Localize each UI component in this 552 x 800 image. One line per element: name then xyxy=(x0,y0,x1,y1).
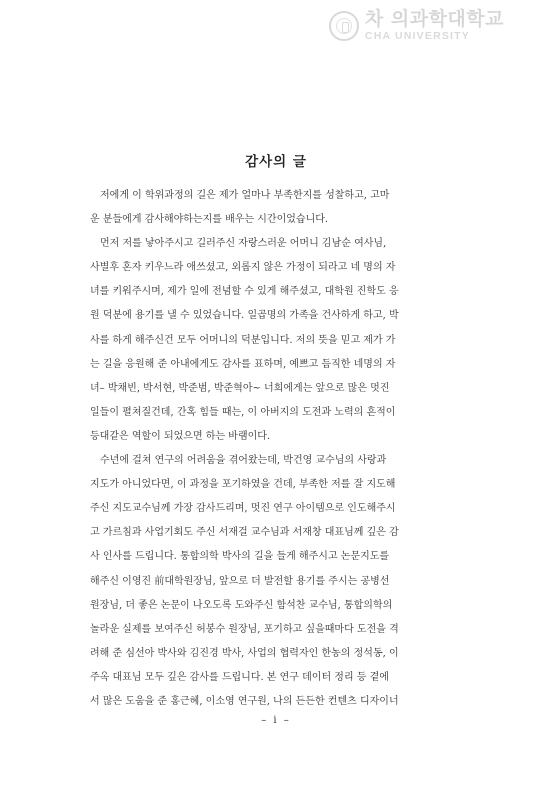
body-line: 지도가 아니었다면, 이 과정을 포기하였을 건데, 부족한 저를 잘 지도해 xyxy=(90,479,396,491)
body-line: 주옥 대표님 모두 깊은 감사를 드립니다. 본 연구 데이터 정리 등 곁에 xyxy=(90,671,389,683)
body-line: 원 덕분에 용기를 낼 수 있었습니다. 일곱명의 가족을 건사하게 하고, 박 xyxy=(90,310,399,322)
body-line: 사를 하게 해주신건 모두 어머니의 덕분입니다. 저의 뜻을 믿고 제가 가 xyxy=(90,334,396,346)
body-line: 는 길을 응원해 준 아내에게도 감사를 표하며, 예쁘고 듬직한 네명의 자 xyxy=(90,358,396,370)
watermark-english: CHA UNIVERSITY xyxy=(364,30,470,42)
page-title: 감사의 글 xyxy=(245,154,307,170)
body-line: 일들이 펼쳐질건데, 간혹 힘들 때는, 이 아버지의 도전과 노력의 흔적이 xyxy=(90,406,396,418)
body-line: 운 분들에게 감사해야하는지를 배우는 시간이었습니다. xyxy=(90,214,329,226)
university-watermark xyxy=(329,10,504,42)
body-line: 등대같은 역할이 되었으면 하는 바램이다. xyxy=(90,430,271,442)
body-line: 해주신 이영진 前대학원장님, 앞으로 더 발전할 용기를 주시는 공병선 xyxy=(90,575,390,587)
body-line: 녀– 박채빈, 박서현, 박준범, 박준혁아~ 너희에게는 앞으로 많은 멋진 xyxy=(90,382,390,394)
body-line: 사 인사를 드립니다. 통합의학 박사의 길을 들게 해주시고 논문지도를 xyxy=(90,551,390,563)
page-number: – i – xyxy=(261,715,291,726)
university-seal-icon xyxy=(329,11,359,41)
body-line: 녀를 키워주시며, 제가 일에 전념할 수 있게 해주셨고, 대학원 진학도 응 xyxy=(90,286,399,298)
body-line: 사별후 혼자 키우느라 애쓰셨고, 외롭지 않은 가정이 되라고 네 명의 자 xyxy=(90,262,396,274)
body-line: 저에게 이 학위과정의 길은 제가 얼마나 부족한지를 성찰하고, 고마 xyxy=(100,190,390,201)
watermark-korean: 차 의과학대학교 xyxy=(364,8,504,30)
body-line: 원장님, 더 좋은 논문이 나오도록 도와주신 함석찬 교수님, 통합의학의 xyxy=(90,599,393,611)
body-line: 놀라운 실제를 보여주신 허봉수 원장님, 포기하고 싶을때마다 도전을 격 xyxy=(90,623,399,635)
watermark-text xyxy=(365,10,504,42)
body-line: 먼저 저를 낳아주시고 길러주신 자랑스러운 어머니 김남순 여사님, xyxy=(100,238,387,250)
acknowledgment-body xyxy=(90,184,454,714)
body-line: 주신 지도교수님께 가장 감사드리며, 멋진 연구 아이템으로 인도해주시 xyxy=(90,503,396,515)
body-line: 수년에 걸쳐 연구의 어려움을 겪어왔는데, 박건영 교수님의 사랑과 xyxy=(100,455,387,467)
body-line: 서 많은 도움을 준 홍근혜, 이소영 연구원, 나의 든든한 컨텐츠 디자이너 xyxy=(90,695,399,707)
body-line: 려해 준 심선아 박사와 김진경 박사, 사업의 협력자인 한농의 정석동, 이 xyxy=(90,647,399,659)
body-line: 고 가르침과 사업기회도 주신 서재걸 교수님과 서재창 대표님께 깊은 감 xyxy=(90,527,399,539)
